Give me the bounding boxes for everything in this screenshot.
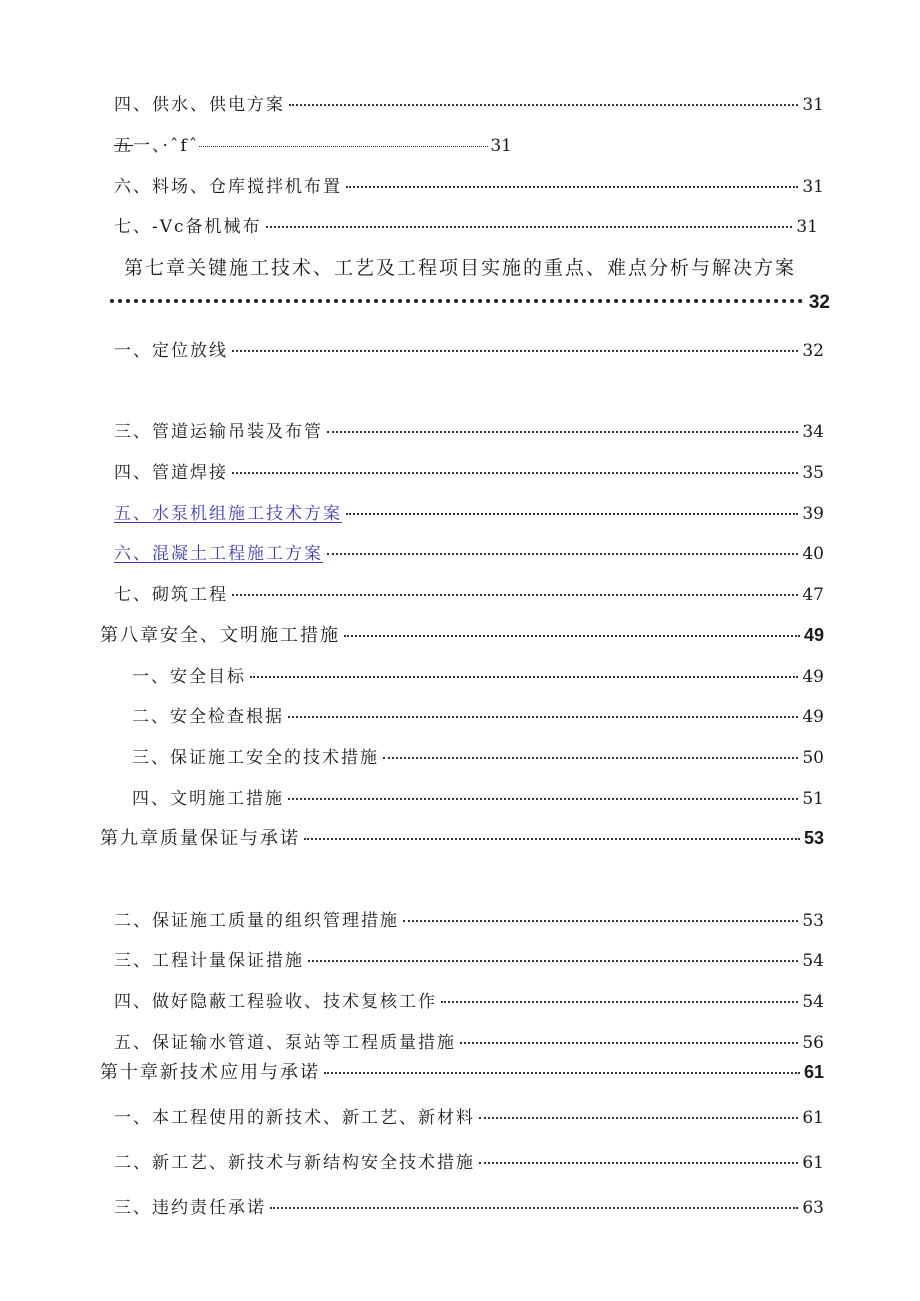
toc-page-number: 39 — [802, 504, 824, 524]
dot-leader — [324, 1071, 800, 1074]
toc-entry-s9-2[interactable] — [114, 906, 824, 931]
toc-page-number: 50 — [802, 748, 824, 768]
toc-page-number: 53 — [803, 828, 824, 848]
dot-leader — [304, 837, 800, 840]
toc-page-number: 63 — [802, 1198, 824, 1218]
dot-leader — [344, 634, 800, 637]
toc-entry-chapter-10[interactable] — [100, 1058, 824, 1084]
toc-page-number: 54 — [802, 992, 824, 1012]
toc-entry-chapter-8[interactable] — [100, 621, 824, 647]
toc-link-label[interactable]: 六、混凝土工程施工方案 — [114, 544, 323, 564]
toc-entry-s9-5[interactable] — [114, 1028, 824, 1053]
toc-page-number: 49 — [803, 625, 824, 645]
dot-leader — [266, 225, 793, 228]
toc-label: 四、做好隐蔽工程验收、技术复核工作 — [114, 992, 437, 1012]
toc-entry-s9-3[interactable] — [114, 946, 824, 971]
toc-label: 六、料场、仓库搅拌机布置 — [114, 177, 342, 197]
toc-label: 三、工程计量保证措施 — [114, 951, 304, 971]
dot-leader — [288, 715, 798, 718]
toc-label: 一、定位放线 — [114, 341, 228, 361]
toc-entry-s10-3[interactable] — [114, 1193, 824, 1218]
toc-page-number: 61 — [802, 1153, 824, 1173]
toc-entry-s7-4[interactable] — [114, 458, 824, 483]
chapter-7-leader-row[interactable] — [110, 292, 830, 314]
toc-entry-s8-2[interactable] — [132, 702, 824, 727]
toc-label: 三、保证施工安全的技术措施 — [132, 748, 379, 768]
dot-leader — [383, 756, 798, 759]
chapter-7-title[interactable]: 第七章关键施工技术、工艺及工程项目实施的重点、难点分析与解决方案 — [124, 257, 797, 279]
dot-leader — [289, 103, 798, 106]
toc-label-garbled: 一、·ˆfˆ — [133, 136, 200, 156]
toc-label: 二、安全检查根据 — [132, 707, 284, 727]
dot-leader — [270, 1206, 798, 1209]
toc-label: 二、新工艺、新技术与新结构安全技术措施 — [114, 1153, 475, 1173]
toc-link-label[interactable]: 五、水泵机组施工技术方案 — [114, 504, 342, 524]
dot-leader — [308, 959, 798, 962]
dot-leader — [327, 430, 798, 433]
toc-label: 四、管道焊接 — [114, 463, 228, 483]
dot-leader — [199, 145, 488, 147]
toc-chapter-label: 第十章新技术应用与承诺 — [100, 1062, 320, 1083]
toc-label: 七、砌筑工程 — [114, 585, 228, 605]
dot-leader — [346, 185, 798, 188]
dot-leader — [327, 552, 798, 555]
toc-entry-s10-1[interactable] — [114, 1103, 824, 1128]
toc-entry-s8-1[interactable] — [132, 662, 824, 687]
toc-entry-s7-5[interactable] — [114, 499, 824, 524]
toc-page-number: 31 — [802, 177, 824, 197]
dot-leader — [250, 675, 798, 678]
toc-page-number: 47 — [802, 585, 824, 605]
toc-entry-s7-6[interactable] — [114, 539, 824, 564]
toc-entry-s6-4[interactable] — [114, 90, 824, 115]
dot-leader — [441, 1000, 798, 1003]
toc-page-number: 32 — [808, 292, 830, 313]
dot-leader — [479, 1161, 798, 1164]
dot-leader — [346, 512, 798, 515]
toc-page-number: 61 — [803, 1062, 824, 1082]
dot-leader — [479, 1116, 798, 1119]
toc-chapter-label: 第九章质量保证与承诺 — [100, 828, 300, 849]
dot-leader — [460, 1041, 798, 1044]
toc-entry-s9-4[interactable] — [114, 987, 824, 1012]
toc-page-number: 51 — [802, 789, 824, 809]
toc-page-number: 56 — [802, 1033, 824, 1053]
toc-label-struck: 五 — [114, 136, 133, 156]
toc-label: 七、-Vc备机械布 — [114, 217, 262, 237]
dot-leader — [403, 919, 798, 922]
dot-leader — [232, 593, 798, 596]
toc-label: 五、保证输水管道、泵站等工程质量措施 — [114, 1033, 456, 1053]
toc-page-number: 53 — [802, 911, 824, 931]
toc-label: 三、违约责任承诺 — [114, 1198, 266, 1218]
toc-chapter-label: 第八章安全、文明施工措施 — [100, 625, 340, 646]
toc-page-number: 35 — [802, 463, 824, 483]
toc-label — [114, 131, 199, 156]
toc-entry-chapter-9[interactable] — [100, 824, 824, 850]
toc-label: 四、文明施工措施 — [132, 789, 284, 809]
toc-label: 三、管道运输吊装及布管 — [114, 422, 323, 442]
toc-page-number: 34 — [802, 422, 824, 442]
toc-page-number: 61 — [802, 1108, 824, 1128]
toc-page-number: 49 — [802, 707, 824, 727]
toc-entry-s8-3[interactable] — [132, 743, 824, 768]
toc-label: 一、本工程使用的新技术、新工艺、新材料 — [114, 1108, 475, 1128]
dot-leader — [232, 471, 798, 474]
toc-page-number: 31 — [802, 95, 824, 115]
toc-page-number: 31 — [490, 136, 512, 156]
toc-entry-s10-2[interactable] — [114, 1148, 824, 1173]
toc-entry-s6-6[interactable] — [114, 172, 824, 197]
toc-page-number: 32 — [802, 341, 824, 361]
toc-page-number: 40 — [802, 544, 824, 564]
dot-leader — [232, 349, 798, 352]
toc-entry-s6-5[interactable] — [114, 131, 512, 156]
toc-entry-s8-4[interactable] — [132, 784, 824, 809]
toc-entry-s7-3[interactable] — [114, 417, 824, 442]
toc-label: 一、安全目标 — [132, 667, 246, 687]
toc-label: 二、保证施工质量的组织管理措施 — [114, 911, 399, 931]
toc-entry-s6-7[interactable] — [114, 212, 818, 237]
toc-label: 四、供水、供电方案 — [114, 95, 285, 115]
toc-page-number: 49 — [802, 667, 824, 687]
toc-page-number: 31 — [796, 217, 818, 237]
toc-entry-s7-7[interactable] — [114, 580, 824, 605]
dot-leader — [110, 298, 803, 303]
dot-leader — [288, 797, 798, 800]
toc-entry-s7-1[interactable] — [114, 336, 824, 361]
toc-page-number: 54 — [802, 951, 824, 971]
